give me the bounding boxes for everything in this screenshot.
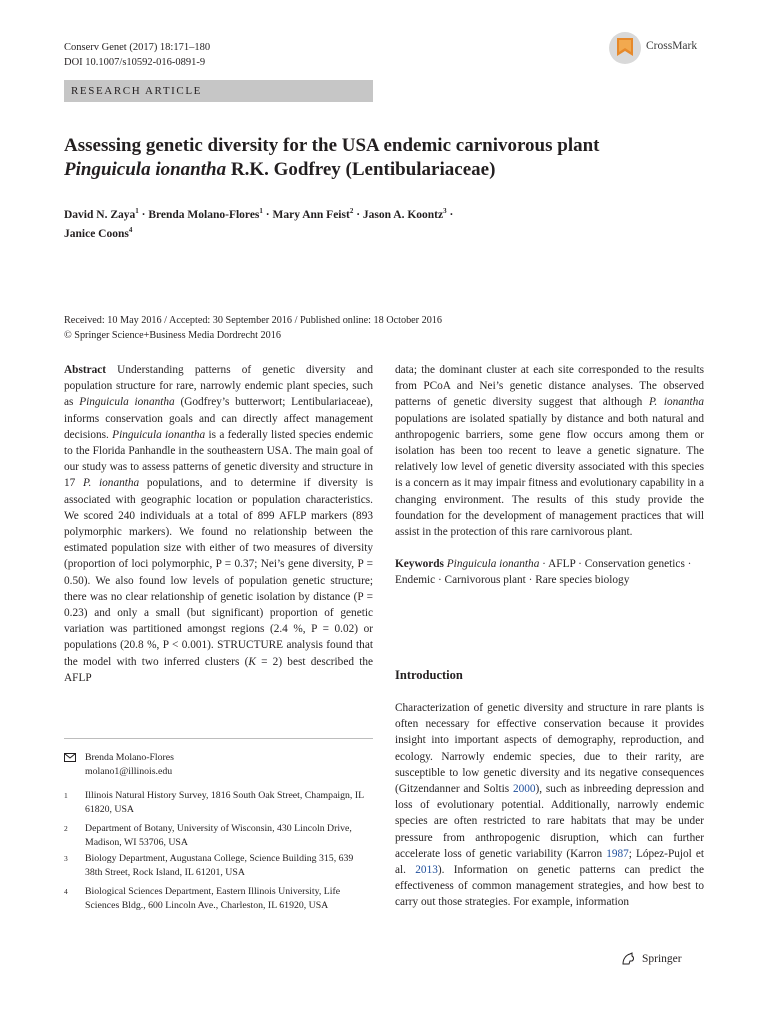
affiliation: 4 Biological Sciences Department, Eastern Illinois University, Life Sciences Bldg., 600 Lincoln Ave., Charleston, IL 61920, USA [64,886,341,911]
title-species: Pinguicula ionantha [64,159,227,180]
copyright-line: © Springer Science+Business Media Dordrecht 2016 [64,330,281,341]
crossmark-badge[interactable] [608,28,728,70]
dates-line: Received: 10 May 2016 / Accepted: 30 September 2016 / Published online: 18 October 2016 [64,315,442,326]
keywords: Keywords Pinguicula ionantha · AFLP · Conservation genetics · Endemic · Carnivorous plant · Rare species biology [395,558,692,587]
author[interactable]: Mary Ann Feist$^2$ [272,207,354,221]
affiliation: 1 Illinois Natural History Survey, 1816 South Oak Street, Champaign, IL 61820, USA [64,790,364,815]
publisher-name: Springer [642,953,682,965]
publisher-logo [620,951,682,967]
title-line-1: Assessing genetic diversity for the USA endemic carnivorous plant [64,135,600,156]
journal-citation [64,40,210,70]
affiliation: 2 Department of Botany, University of Wisconsin, 430 Lincoln Drive, Madison, WI 53706, USA [64,823,352,848]
citation-link[interactable]: 2013 [415,864,438,877]
footnote-divider [64,738,373,739]
corresponding-email[interactable]: molano1@illinois.edu [85,766,173,777]
crossmark-icon [608,28,642,68]
abstract-continuation: data; the dominant cluster at each site corresponded to the results from PCoA and Nei’s genetic distance analyses. The observed patterns of genetic diversity suggest that although P. ionantha populations are isolated spatially by distance and both natural and anthropogenic barriers, some gene flow occurs among them or isolation has been too recent to leave a genetic signature. The relatively low level of genetic diversity associated with this species is a concern as it may impair fitness and evolutionary capability in a changing environment. The results of this study provide the foundation for the development of management practices that will assist in the protection of this rare carnivorous plant. [395,364,704,539]
introduction-body: Characterization of genetic diversity and structure in rare plants is often necessary for effective conservation because it provides insight into important aspects of demography, reproduction, and ecology. Narrowly endemic species, due to their rarity, are susceptible to low genetic diversity and its negative consequences (Gitzendanner and Soltis 2000), such as inbreeding depression and loss of evolutionary potential. Additionally, narrowly endemic species are often restricted to rare habitats that may be under pressure from anthropogenic disruption, which can further accelerate loss of genetic variability (Karron 1987; López-Pujol et al. 2013). Information on genetic patterns can predict the effectiveness of common management strategies, and how best to carry out those strategies. For example, information [395,702,704,909]
title-line-2-rest: R.K. Godfrey (Lentibulariaceae) [226,159,496,180]
doi-line: DOI 10.1007/s10592-016-0891-9 [64,57,206,68]
abstract-right-column [395,362,704,589]
abstract-left-column: Abstract Understanding patterns of genetic diversity and population structure for rare, narrowly endemic plant species, such as Pinguicula ionantha (Godfrey’s butterwort; Lentibulariaceae), informs conservation goals and can directly affect management decisions. Pinguicula ionantha is a federally listed species endemic to the Florida Panhandle in the southeastern USA. The main goal of our study was to assess patterns of genetic diversity and structure in 17 P. ionantha populations, and to determine if diversity is associated with geographic location or population characteristics. We scored 240 individuals at a total of 899 AFLP markers (893 polymorphic markers). We found no relationship between the estimated population size with either of two measures of diversity (proportion of loci polymorphic, P = 0.37; Nei’s gene diversity, P = 0.50). We also found low levels of population genetic structure; there was no clear relationship of genetic isolation by distance (P = 0.23) and only a small (but significant) proportion of genetic variation was partitioned amongst regions (2.4 %, P = 0.02) or populations (20.8 %, P < 0.001). STRUCTURE analysis found that the model with two inferred clusters (K = 2) best described the AFLP [64,364,374,684]
envelope-icon [64,753,76,762]
author[interactable]: Jason A. Koontz$^3$ [362,207,447,221]
springer-horse-icon [620,951,636,967]
keywords-label: Keywords [395,558,444,571]
abstract-label: Abstract [64,364,107,376]
journal-line: Conserv Genet (2017) 18:171–180 [64,42,211,53]
article-title [64,134,704,182]
author-list: David N. Zaya$^1$ · Brenda Molano-Flores$^1$ · Mary Ann Feist$^2$ · Jason A. Koontz$^3$ · Janice Coons$^4$ [64,207,454,241]
corresponding-name: Brenda Molano-Flores [85,752,174,763]
introduction-heading: Introduction [395,668,463,682]
crossmark-label: CrossMark [646,40,698,52]
affiliation: 3 Biology Department, Augustana College, Science Building 315, 639 38th Street, Rock Island, IL 61201, USA [64,853,354,878]
citation-link[interactable]: 1987 [606,847,629,860]
corresponding-author [64,751,373,779]
citation-link[interactable]: 2000 [512,783,536,796]
article-type-banner: RESEARCH ARTICLE [64,80,373,102]
publication-dates [64,313,704,343]
author[interactable]: Janice Coons$^4$ [64,226,133,241]
author[interactable]: Brenda Molano-Flores$^1$ [148,207,263,221]
title-line-2 [64,158,704,182]
author[interactable]: David N. Zaya$^1$ [64,207,139,221]
